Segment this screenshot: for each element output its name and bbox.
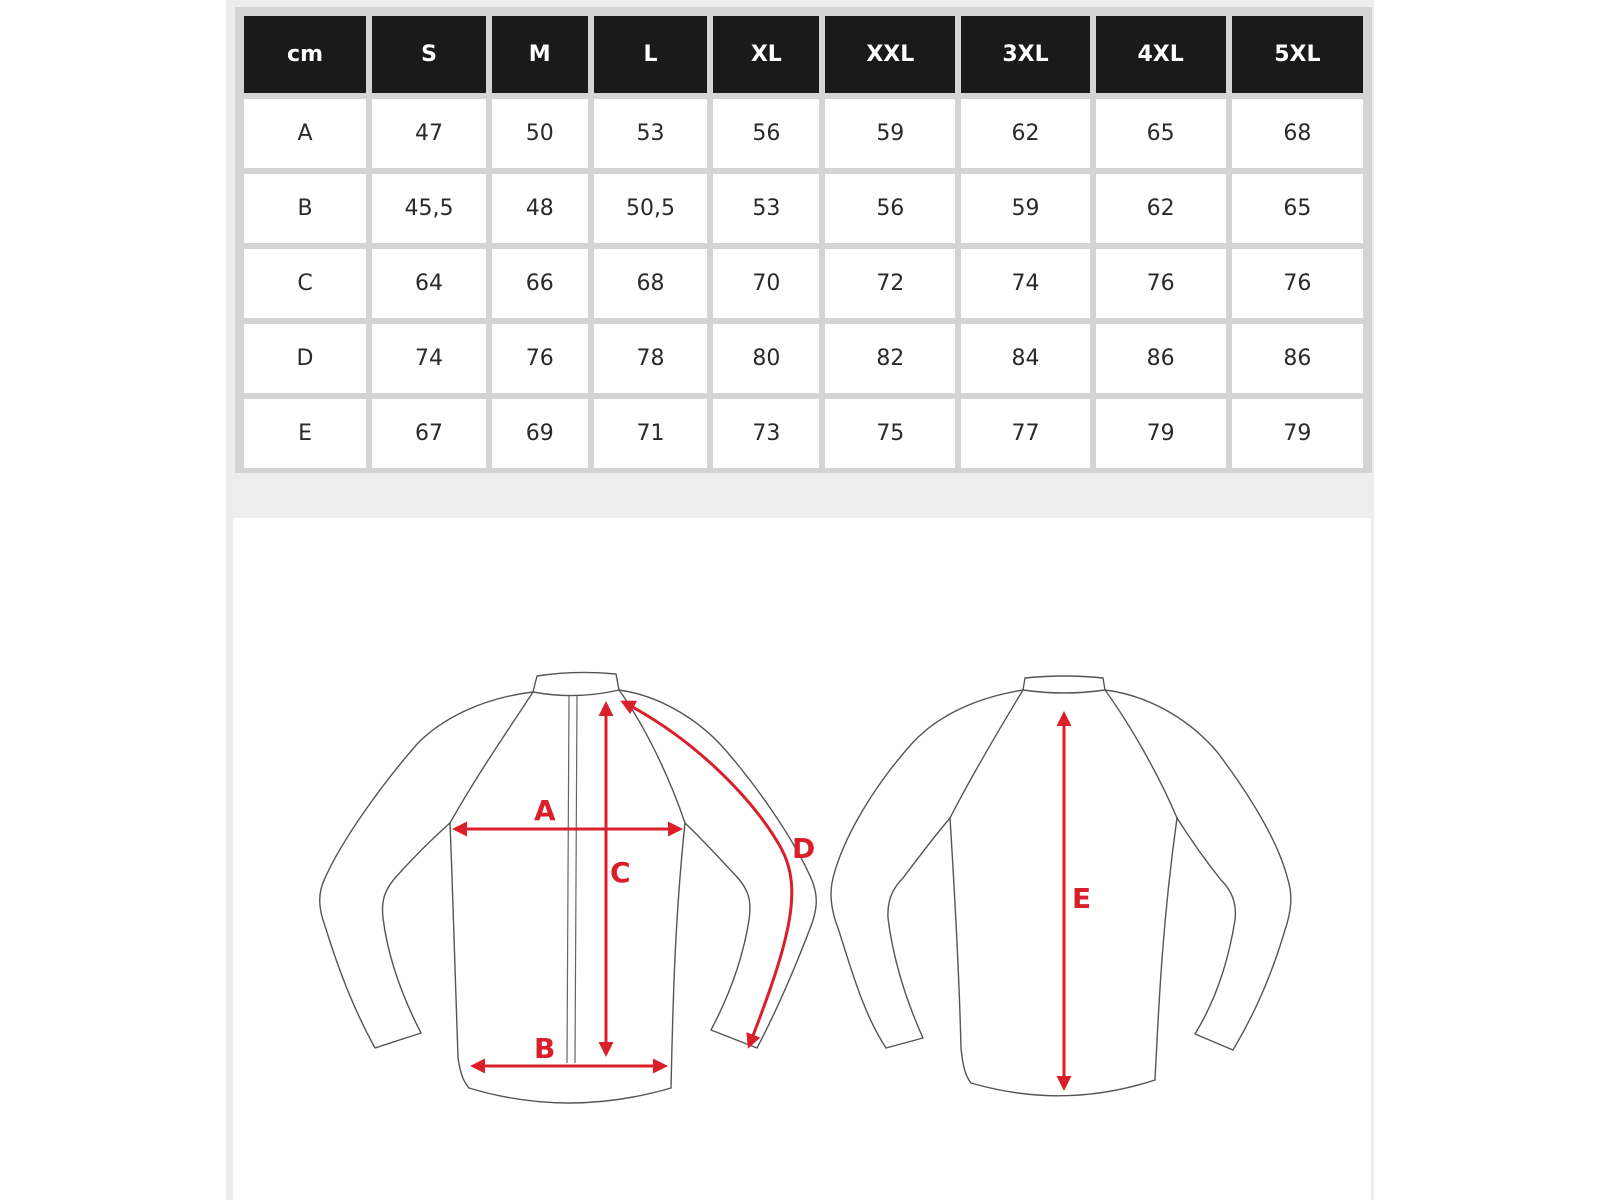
- size-header: L: [594, 16, 708, 93]
- table-row: [244, 399, 1363, 468]
- table-cell: 67: [372, 399, 486, 468]
- table-cell: 76: [1096, 249, 1226, 318]
- table-cell: 59: [825, 99, 955, 168]
- table-cell: 66: [492, 249, 588, 318]
- table-cell: 50,5: [594, 174, 708, 243]
- marker-label-e: E: [1072, 882, 1092, 915]
- measurement-label: B: [244, 174, 366, 243]
- jersey-diagram-svg: [233, 518, 1371, 1200]
- table-cell: 72: [825, 249, 955, 318]
- unit-header: cm: [244, 16, 366, 93]
- table-cell: 75: [825, 399, 955, 468]
- table-cell: 79: [1232, 399, 1363, 468]
- table-cell: 53: [713, 174, 819, 243]
- table-cell: 73: [713, 399, 819, 468]
- table-cell: 74: [372, 324, 486, 393]
- size-header: M: [492, 16, 588, 93]
- table-cell: 47: [372, 99, 486, 168]
- table-cell: 62: [1096, 174, 1226, 243]
- size-header: S: [372, 16, 486, 93]
- table-cell: 68: [1232, 99, 1363, 168]
- table-cell: 65: [1232, 174, 1363, 243]
- table-row: [244, 324, 1363, 393]
- table-cell: 86: [1232, 324, 1363, 393]
- table-cell: 84: [961, 324, 1089, 393]
- table-row: [244, 174, 1363, 243]
- table-cell: 86: [1096, 324, 1226, 393]
- table-cell: 74: [961, 249, 1089, 318]
- table-cell: 45,5: [372, 174, 486, 243]
- table-cell: 80: [713, 324, 819, 393]
- table-cell: 64: [372, 249, 486, 318]
- table-row: [244, 249, 1363, 318]
- header-row: [244, 16, 1363, 93]
- measurement-label: D: [244, 324, 366, 393]
- table-cell: 68: [594, 249, 708, 318]
- marker-label-d: D: [792, 832, 816, 865]
- table-cell: 53: [594, 99, 708, 168]
- size-header: 5XL: [1232, 16, 1363, 93]
- marker-label-b: B: [534, 1032, 556, 1065]
- zipper: [567, 696, 577, 1063]
- table-cell: 71: [594, 399, 708, 468]
- table-cell: 65: [1096, 99, 1226, 168]
- measurement-arrows: [455, 702, 1064, 1088]
- table-cell: 56: [713, 99, 819, 168]
- size-header: 3XL: [961, 16, 1089, 93]
- table-cell: 82: [825, 324, 955, 393]
- table-cell: 50: [492, 99, 588, 168]
- table-row: [244, 99, 1363, 168]
- table-cell: 77: [961, 399, 1089, 468]
- size-chart-table-frame: [235, 7, 1372, 473]
- measurement-label: C: [244, 249, 366, 318]
- marker-label-a: A: [534, 794, 556, 827]
- table-cell: 78: [594, 324, 708, 393]
- size-chart-table: [238, 10, 1369, 474]
- back-jersey-outline: [831, 676, 1291, 1096]
- table-cell: 76: [492, 324, 588, 393]
- table-cell: 62: [961, 99, 1089, 168]
- marker-label-c: C: [610, 856, 631, 889]
- size-header: XL: [713, 16, 819, 93]
- size-header: XXL: [825, 16, 955, 93]
- size-header: 4XL: [1096, 16, 1226, 93]
- table-cell: 79: [1096, 399, 1226, 468]
- table-cell: 76: [1232, 249, 1363, 318]
- measurement-diagram: [233, 518, 1371, 1200]
- measurement-label: E: [244, 399, 366, 468]
- table-cell: 48: [492, 174, 588, 243]
- measurement-label: A: [244, 99, 366, 168]
- arrow-d: [623, 702, 792, 1046]
- table-cell: 70: [713, 249, 819, 318]
- table-cell: 56: [825, 174, 955, 243]
- table-cell: 59: [961, 174, 1089, 243]
- table-cell: 69: [492, 399, 588, 468]
